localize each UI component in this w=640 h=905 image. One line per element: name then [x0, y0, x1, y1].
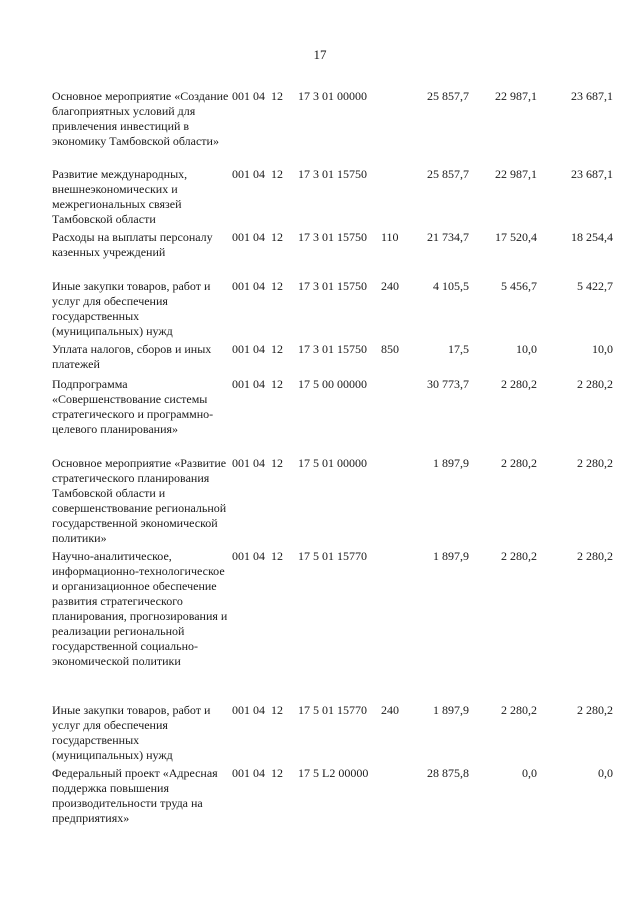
- row-name: Уплата налогов, сборов и иных платежей: [52, 342, 212, 371]
- target-article-code: 17 3 01 15750: [298, 342, 367, 356]
- subsection-code: 12: [271, 703, 283, 717]
- row-name: Научно-аналитическое, информационно-технологическое и организационное обеспечение развития стратегического планирования, прогнозирования и реализации региональной государственной социально-экономической политики: [52, 549, 228, 668]
- amount-year-1: 25 857,7: [427, 167, 469, 181]
- amount-year-2: 22 987,1: [495, 167, 537, 181]
- amount-year-3: 10,0: [592, 342, 613, 356]
- admin-code: 001: [232, 456, 250, 470]
- amount-year-1: 28 875,8: [427, 766, 469, 780]
- admin-code: 001: [232, 89, 250, 103]
- admin-code: 001: [232, 279, 250, 293]
- amount-year-3: 2 280,2: [577, 377, 613, 391]
- subsection-code: 12: [271, 456, 283, 470]
- section-code: 04: [253, 167, 265, 181]
- admin-code: 001: [232, 549, 250, 563]
- amount-year-2: 0,0: [522, 766, 537, 780]
- admin-code: 001: [232, 167, 250, 181]
- amount-year-2: 2 280,2: [501, 703, 537, 717]
- target-article-code: 17 5 01 15770: [298, 703, 367, 717]
- subsection-code: 12: [271, 766, 283, 780]
- expense-type-code: 110: [381, 230, 399, 244]
- amount-year-2: 2 280,2: [501, 456, 537, 470]
- amount-year-1: 17,5: [448, 342, 469, 356]
- amount-year-3: 23 687,1: [571, 167, 613, 181]
- admin-code: 001: [232, 342, 250, 356]
- amount-year-2: 2 280,2: [501, 377, 537, 391]
- amount-year-2: 10,0: [516, 342, 537, 356]
- admin-code: 001: [232, 230, 250, 244]
- amount-year-3: 23 687,1: [571, 89, 613, 103]
- subsection-code: 12: [271, 89, 283, 103]
- amount-year-1: 1 897,9: [433, 549, 469, 563]
- amount-year-1: 4 105,5: [433, 279, 469, 293]
- section-code: 04: [253, 342, 265, 356]
- subsection-code: 12: [271, 342, 283, 356]
- subsection-code: 12: [271, 279, 283, 293]
- section-code: 04: [253, 766, 265, 780]
- amount-year-3: 2 280,2: [577, 456, 613, 470]
- target-article-code: 17 3 01 15750: [298, 230, 367, 244]
- amount-year-2: 22 987,1: [495, 89, 537, 103]
- expense-type-code: 850: [381, 342, 399, 356]
- admin-code: 001: [232, 703, 250, 717]
- amount-year-3: 5 422,7: [577, 279, 613, 293]
- section-code: 04: [253, 703, 265, 717]
- expense-type-code: 240: [381, 703, 399, 717]
- subsection-code: 12: [271, 230, 283, 244]
- subsection-code: 12: [271, 377, 283, 391]
- page-number: 17: [313, 47, 327, 62]
- subsection-code: 12: [271, 167, 283, 181]
- section-code: 04: [253, 279, 265, 293]
- row-name: Федеральный проект «Адресная поддержка повышения производительности труда на предприятиях»: [52, 766, 218, 825]
- row-name: Основное мероприятие «Создание благоприятных условий для привлечения инвестиций в экономику Тамбовской области»: [52, 89, 229, 148]
- row-name: Подпрограмма «Совершенствование системы стратегического и программно-целевого планирования»: [52, 377, 214, 436]
- amount-year-1: 25 857,7: [427, 89, 469, 103]
- amount-year-3: 2 280,2: [577, 549, 613, 563]
- target-article-code: 17 5 L2 00000: [298, 766, 369, 780]
- amount-year-2: 2 280,2: [501, 549, 537, 563]
- section-code: 04: [253, 377, 265, 391]
- section-code: 04: [253, 89, 265, 103]
- target-article-code: 17 5 01 15770: [298, 549, 367, 563]
- section-code: 04: [253, 456, 265, 470]
- amount-year-2: 5 456,7: [501, 279, 537, 293]
- amount-year-2: 17 520,4: [495, 230, 537, 244]
- target-article-code: 17 5 00 00000: [298, 377, 367, 391]
- section-code: 04: [253, 230, 265, 244]
- amount-year-1: 21 734,7: [427, 230, 469, 244]
- target-article-code: 17 3 01 00000: [298, 89, 367, 103]
- row-name: Иные закупки товаров, работ и услуг для обеспечения государственных (муниципальных) нужд: [52, 703, 211, 762]
- row-name: Расходы на выплаты персоналу казенных учреждений: [52, 230, 213, 259]
- target-article-code: 17 3 01 15750: [298, 279, 367, 293]
- amount-year-1: 30 773,7: [427, 377, 469, 391]
- amount-year-3: 2 280,2: [577, 703, 613, 717]
- amount-year-3: 0,0: [598, 766, 613, 780]
- admin-code: 001: [232, 766, 250, 780]
- expense-type-code: 240: [381, 279, 399, 293]
- amount-year-1: 1 897,9: [433, 456, 469, 470]
- row-name: Основное мероприятие «Развитие стратегического планирования Тамбовской области и совершенствование региональной государственной экономической политики»: [52, 456, 227, 545]
- subsection-code: 12: [271, 549, 283, 563]
- section-code: 04: [253, 549, 265, 563]
- admin-code: 001: [232, 377, 250, 391]
- row-name: Иные закупки товаров, работ и услуг для обеспечения государственных (муниципальных) нужд: [52, 279, 211, 338]
- target-article-code: 17 5 01 00000: [298, 456, 367, 470]
- amount-year-3: 18 254,4: [571, 230, 613, 244]
- amount-year-1: 1 897,9: [433, 703, 469, 717]
- row-name: Развитие международных, внешнеэкономических и межрегиональных связей Тамбовской области: [52, 167, 188, 226]
- target-article-code: 17 3 01 15750: [298, 167, 367, 181]
